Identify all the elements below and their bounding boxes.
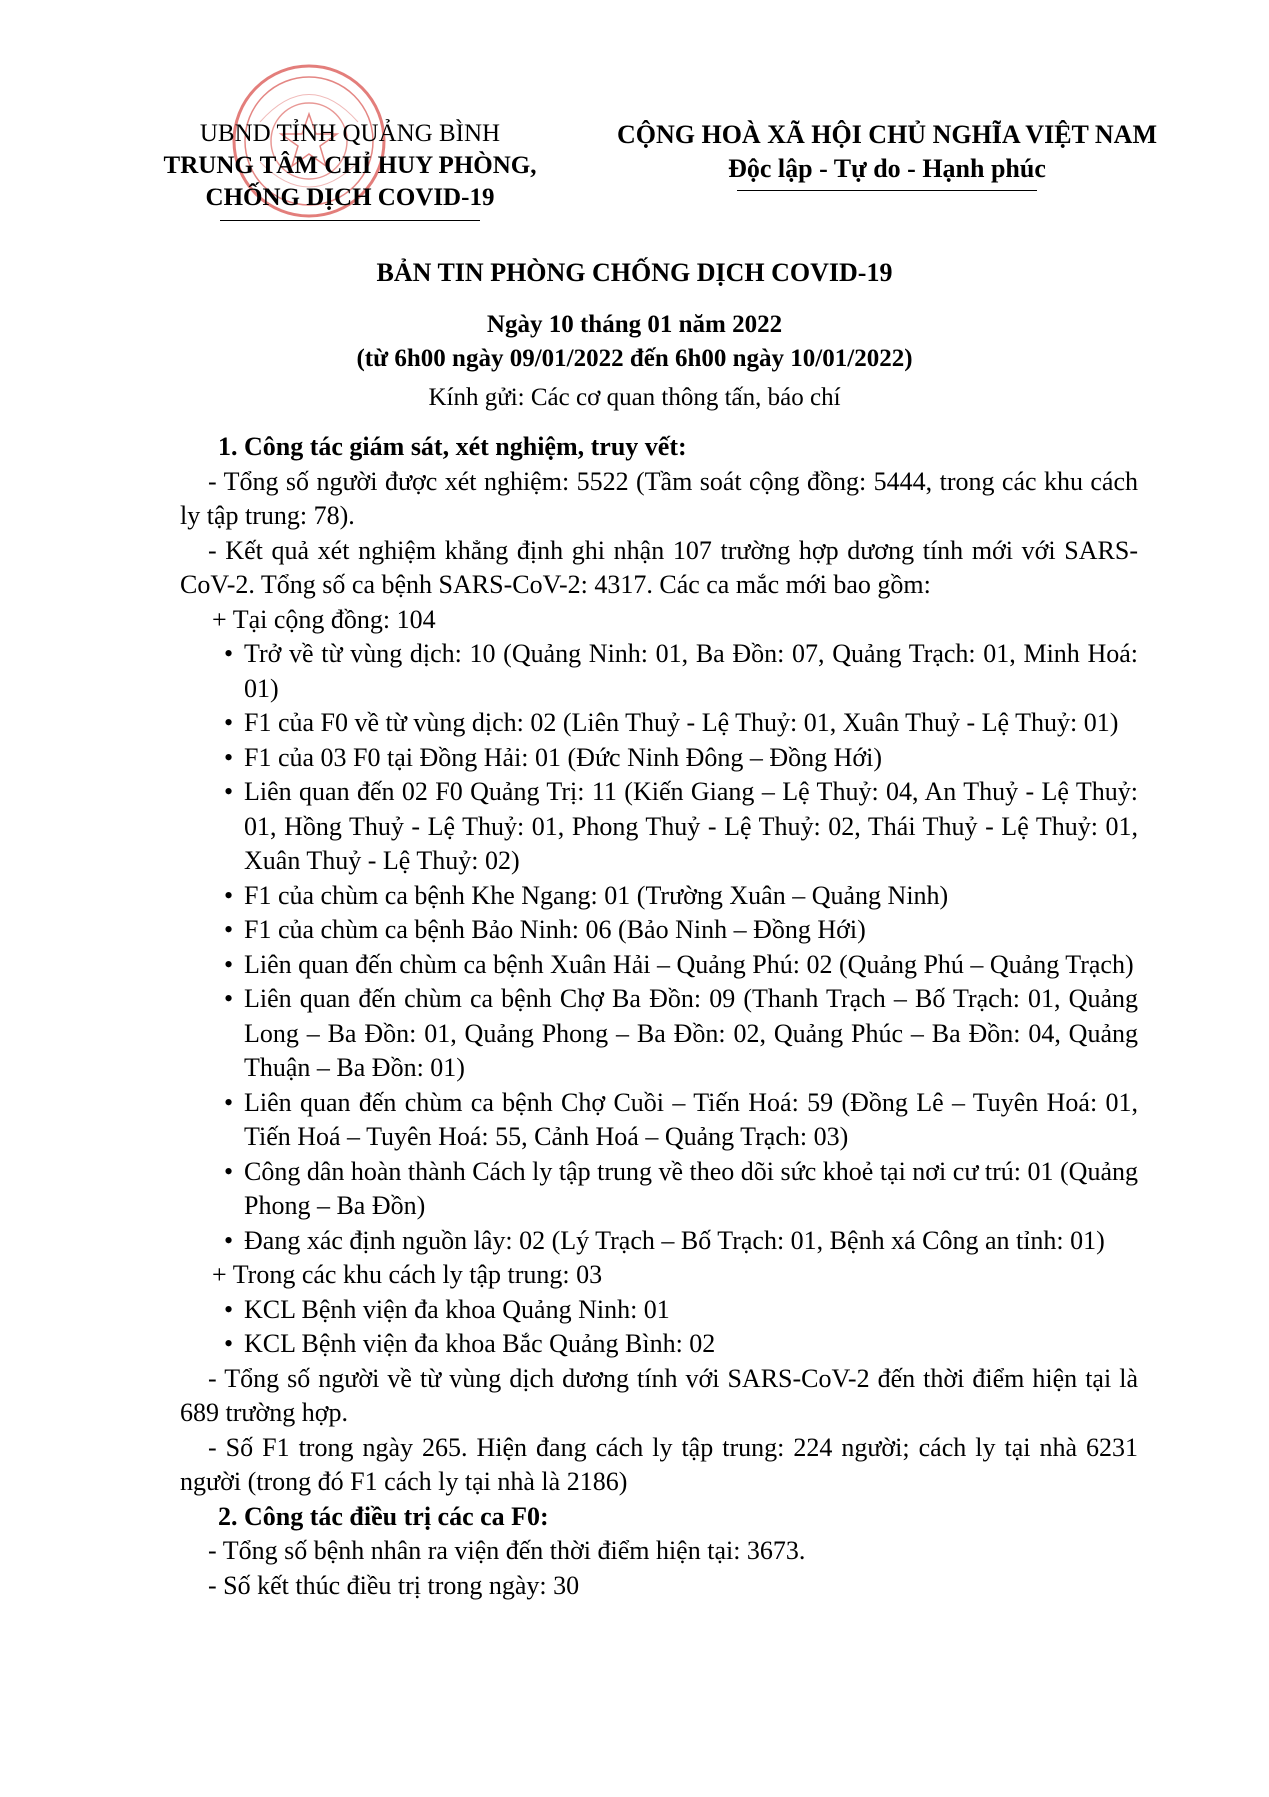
paragraph: - Tổng số người được xét nghiệm: 5522 (Tầm soát cộng đồng: 5444, trong các khu cách ly tập trung: 78). (180, 466, 1138, 530)
list-item: • F1 của chùm ca bệnh Bảo Ninh: 06 (Bảo Ninh – Đồng Hới) (224, 915, 866, 944)
national-header (592, 118, 1182, 191)
list-item: • Trở về từ vùng dịch: 10 (Quảng Ninh: 01, Ba Đồn: 07, Quảng Trạch: 01, Minh Hoá: 01) (224, 639, 1138, 703)
date-line: Ngày 10 tháng 01 năm 2022 (486, 311, 783, 338)
paragraph: - Kết quả xét nghiệm khẳng định ghi nhận 107 trường hợp dương tính mới với SARS-CoV-2. Tổng số ca bệnh SARS-CoV-2: 4317. Các ca mắc mới bao gồm: (180, 535, 1138, 599)
list-item: • Đang xác định nguồn lây: 02 (Lý Trạch – Bố Trạch: 01, Bệnh xá Công an tỉnh: 01) (224, 1225, 1105, 1255)
paragraph: - Số F1 trong ngày 265. Hiện đang cách ly tập trung: 224 người; cách ly tại nhà 6231 người (trong đó F1 cách ly tại nhà là 2186) (180, 1432, 1138, 1496)
subheading-quarantine: + Trong các khu cách ly tập trung: 03 (212, 1260, 603, 1289)
list-item: • KCL Bệnh viện đa khoa Quảng Ninh: 01 (224, 1294, 670, 1324)
date-range: (từ 6h00 ngày 09/01/2022 đến 6h00 ngày 10/01/2022) (356, 345, 913, 372)
list-item: • F1 của 03 F0 tại Đồng Hải: 01 (Đức Ninh Đông – Đồng Hới) (224, 742, 883, 772)
bulletin-date (0, 308, 1269, 376)
addressee: Kính gửi: Các cơ quan thông tấn, báo chí (428, 384, 841, 411)
list-item: • KCL Bệnh viện đa khoa Bắc Quảng Bình: 02 (224, 1329, 716, 1358)
agency-underline (220, 220, 480, 221)
paragraph: - Tổng số người về từ vùng dịch dương tính với SARS-CoV-2 đến thời điểm hiện tại là 689 trường hợp. (180, 1363, 1138, 1427)
agency-name-line1: TRUNG TÂM CHỈ HUY PHÒNG, (163, 152, 537, 179)
section-1-heading: 1. Công tác giám sát, xét nghiệm, truy vết: (218, 432, 687, 461)
agency-name-line2: CHỐNG DỊCH COVID-19 (205, 184, 495, 211)
list-item: • Công dân hoàn thành Cách ly tập trung về theo dõi sức khoẻ tại nơi cư trú: 01 (Quảng Phong – Ba Đồn) (224, 1156, 1138, 1220)
nation-name: CỘNG HOÀ XÃ HỘI CHỦ NGHĨA VIỆT NAM (616, 120, 1158, 149)
agency-parent: UBND TỈNH QUẢNG BÌNH (199, 120, 501, 147)
paragraph: - Số kết thúc điều trị trong ngày: 30 (208, 1570, 580, 1600)
issuing-agency (130, 118, 570, 221)
motto-underline (737, 190, 1037, 191)
paragraph: - Tổng số bệnh nhân ra viện đến thời điểm hiện tại: 3673. (208, 1536, 806, 1565)
section-2-heading: 2. Công tác điều trị các ca F0: (218, 1501, 549, 1531)
subheading-community: + Tại cộng đồng: 104 (212, 604, 436, 634)
document-title: BẢN TIN PHÒNG CHỐNG DỊCH COVID-19 (376, 258, 893, 287)
list-item: • Liên quan đến chùm ca bệnh Chợ Cuồi – Tiến Hoá: 59 (Đồng Lê – Tuyên Hoá: 01, Tiến Hoá – Tuyên Hoá: 55, Cảnh Hoá – Quảng Trạch: 03) (224, 1087, 1138, 1151)
list-item: • Liên quan đến 02 F0 Quảng Trị: 11 (Kiến Giang – Lệ Thuỷ: 04, An Thuỷ - Lệ Thuỷ: 01, Hồng Thuỷ - Lệ Thuỷ: 01, Phong Thuỷ - Lệ Thuỷ: 02, Thái Thuỷ - Lệ Thuỷ: 01, Xuân Thuỷ - Lệ Thuỷ: 02) (224, 777, 1138, 875)
national-motto: Độc lập - Tự do - Hạnh phúc (728, 154, 1046, 183)
list-item: • F1 của F0 về từ vùng dịch: 02 (Liên Thuỷ - Lệ Thuỷ: 01, Xuân Thuỷ - Lệ Thuỷ: 01) (224, 708, 1119, 737)
document-body (180, 430, 1138, 1603)
list-item: • Liên quan đến chùm ca bệnh Xuân Hải – Quảng Phú: 02 (Quảng Phú – Quảng Trạch) (224, 949, 1134, 979)
list-item: • F1 của chùm ca bệnh Khe Ngang: 01 (Trường Xuân – Quảng Ninh) (224, 880, 949, 910)
list-item: • Liên quan đến chùm ca bệnh Chợ Ba Đồn: 09 (Thanh Trạch – Bố Trạch: 01, Quảng Long – Ba Đồn: 01, Quảng Phong – Ba Đồn: 02, Quảng Phúc – Ba Đồn: 04, Quảng Thuận – Ba Đồn: 01) (224, 984, 1138, 1082)
